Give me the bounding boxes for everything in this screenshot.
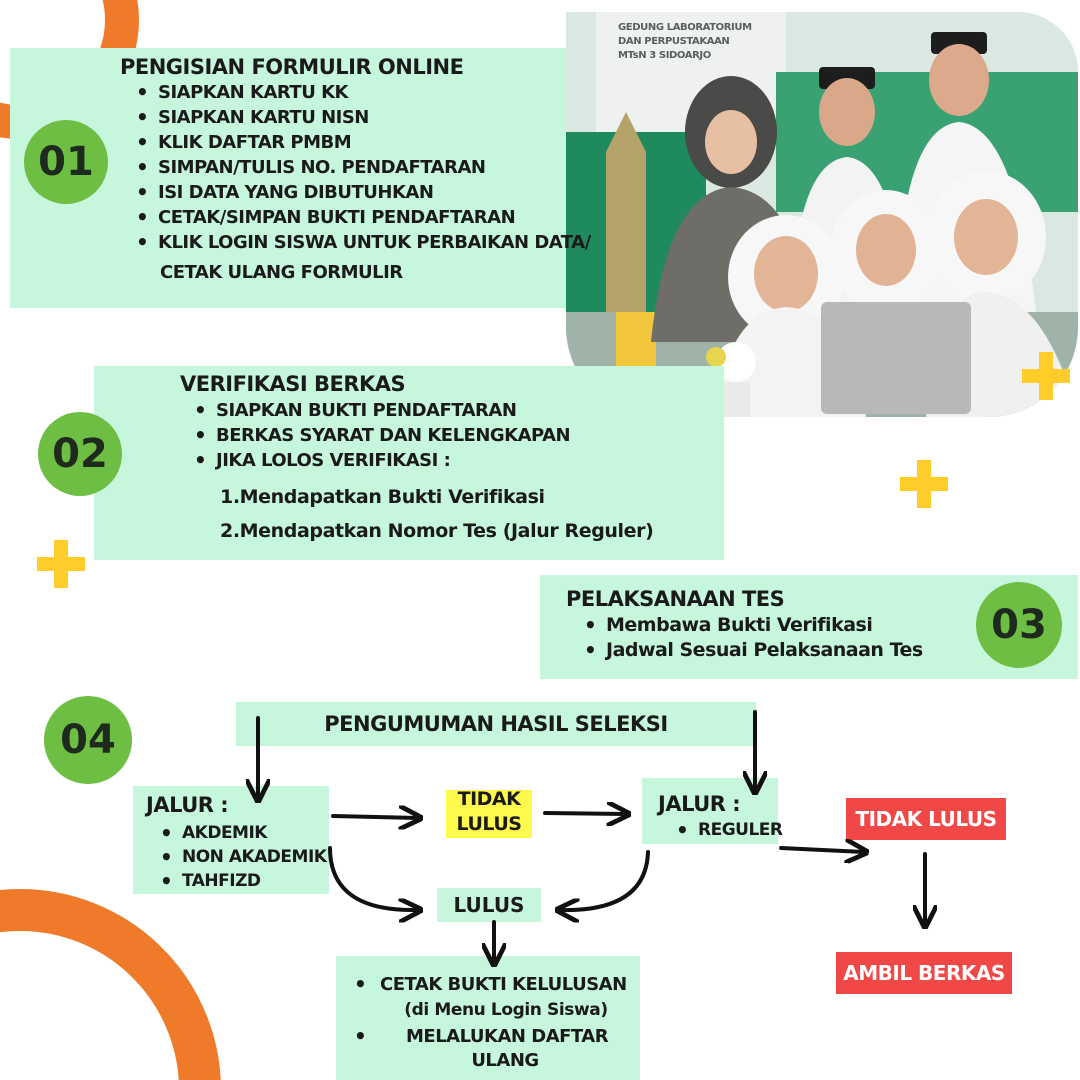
result-item-2: MELALUKAN DAFTAR <box>406 1026 609 1047</box>
list-item: • KLIK LOGIN SISWA UNTUK PERBAIKAN DATA/ <box>132 230 591 255</box>
jalur-right-title: JALUR : <box>658 792 741 816</box>
step3-number-badge: 03 <box>976 582 1062 668</box>
step2-title: VERIFIKASI BERKAS <box>180 372 406 396</box>
tidak-lulus-right-badge: TIDAK LULUS <box>846 798 1006 840</box>
result-item-2-sub: ULANG <box>471 1050 539 1071</box>
arrow-jalur-left-to-tidak-lulus <box>333 816 418 818</box>
list-item: • TAHFIZD <box>156 869 326 893</box>
photo-sign-line3: MTsN 3 SIDOARJO <box>618 50 711 61</box>
ambil-berkas-badge: AMBIL BERKAS <box>836 952 1012 994</box>
arrow-jalur-left-to-lulus <box>330 848 418 910</box>
list-item: • AKDEMIK <box>156 821 326 845</box>
result-bullet-1: • <box>354 972 367 996</box>
result-bullet-2: • <box>354 1024 367 1048</box>
list-item: • SIAPKAN KARTU NISN <box>132 105 591 130</box>
arrow-tidak-lulus-to-jalur-right <box>545 813 626 814</box>
tidak-lulus-mid-line1: TIDAK <box>457 788 521 810</box>
list-item: • NON AKADEMIK <box>156 845 326 869</box>
list-item: • Membawa Bukti Verifikasi <box>580 613 923 638</box>
step2-sub-item-2: 2.Mendapatkan Nomor Tes (Jalur Reguler) <box>220 520 654 542</box>
list-item: • SIAPKAN KARTU KK <box>132 80 591 105</box>
list-item: • JIKA LOLOS VERIFIKASI : <box>190 448 570 473</box>
lulus-label: LULUS <box>453 893 525 917</box>
step2-sub-item-1: 1.Mendapatkan Bukti Verifikasi <box>220 486 545 508</box>
result-item-1: CETAK BUKTI KELULUSAN <box>380 974 627 995</box>
list-item: • CETAK/SIMPAN BUKTI PENDAFTARAN <box>132 205 591 230</box>
photo-sign-line2: DAN PERPUSTAKAAN <box>618 36 730 47</box>
list-item: • BERKAS SYARAT DAN KELENGKAPAN <box>190 423 570 448</box>
tidak-lulus-mid-line2: LULUS <box>456 813 522 835</box>
list-item: • KLIK DAFTAR PMBM <box>132 130 591 155</box>
list-item: • REGULER <box>672 819 783 841</box>
step4-number-badge: 04 <box>44 696 132 784</box>
step1-number-badge: 01 <box>24 120 108 204</box>
result-item-1-sub: (di Menu Login Siswa) <box>404 1000 608 1020</box>
arrow-jalur-right-to-tidak-lulus <box>781 848 864 852</box>
step1-continuation: CETAK ULANG FORMULIR <box>160 262 403 283</box>
step1-title: PENGISIAN FORMULIR ONLINE <box>120 55 464 79</box>
list-item: • Jadwal Sesuai Pelaksanaan Tes <box>580 638 923 663</box>
step2-number-badge: 02 <box>38 412 122 496</box>
photo-sign-line1: GEDUNG LABORATORIUM <box>618 22 752 33</box>
arrow-jalur-right-to-lulus <box>560 852 648 910</box>
step4-title: PENGUMUMAN HASIL SELEKSI <box>324 712 668 736</box>
step3-title: PELAKSANAAN TES <box>566 587 785 611</box>
list-item: • ISI DATA YANG DIBUTUHKAN <box>132 180 591 205</box>
list-item: • SIAPKAN BUKTI PENDAFTARAN <box>190 398 570 423</box>
list-item: • SIMPAN/TULIS NO. PENDAFTARAN <box>132 155 591 180</box>
jalur-left-title: JALUR : <box>146 793 229 817</box>
